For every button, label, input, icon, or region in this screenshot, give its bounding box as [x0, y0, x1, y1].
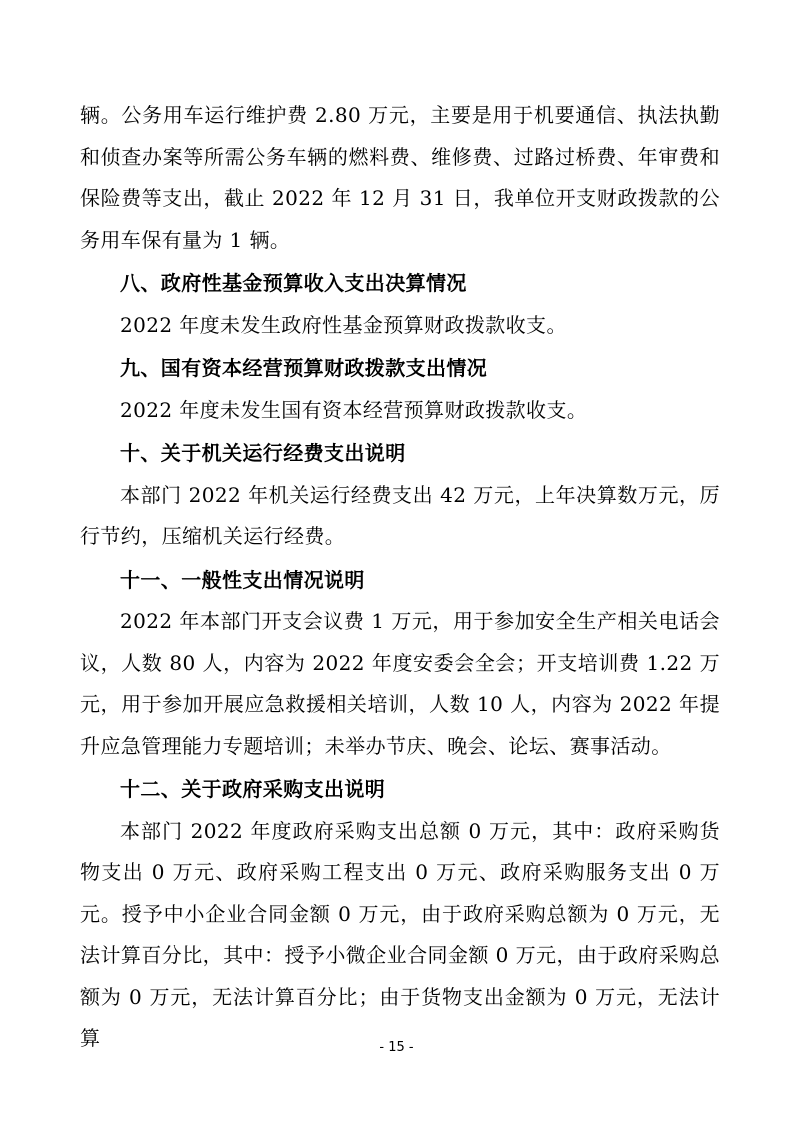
- section-heading-10: 十、关于机关运行经费支出说明: [120, 441, 406, 465]
- paragraph-procurement: 本部门 2022 年度政府采购支出总额 0 万元，其中：政府采购货物支出 0 万元、政府采购工程支出 0 万元、政府采购服务支出 0 万元。授予中小企业合同金额 0 万元，由于政府采购总额为 0 万元，无法计算百分比，其中：授予小微企业合同金额 0 万元，由于政府采购总额为 0 万元，无法计算百分比；由于货物支出金额为 0 万元，无法计算: [80, 818, 720, 1050]
- paragraph-general-expenses: 2022 年本部门开支会议费 1 万元，用于参加安全生产相关电话会议，人数 80 人，内容为 2022 年度安委会全会；开支培训费 1.22 万元，用于参加开展应急救援相关培训，人数 10 人，内容为 2022 年提升应急管理能力专题培训；未举办节庆、晚会、论坛、赛事活动。: [80, 609, 720, 758]
- paragraph-fund-budget: 2022 年度未发生政府性基金预算财政拨款收支。: [120, 312, 567, 337]
- section-heading-8: 八、政府性基金预算收入支出决算情况: [120, 271, 467, 295]
- paragraph-operating-expenses: 本部门 2022 年机关运行经费支出 42 万元，上年决算数万元，厉行节约，压缩机关运行经费。: [80, 482, 720, 548]
- paragraph-state-capital: 2022 年度未发生国有资本经营预算财政拨款收支。: [120, 397, 588, 422]
- page-number: - 15 -: [379, 1040, 414, 1055]
- paragraph-vehicle-maintenance: 辆。公务用车运行维护费 2.80 万元，主要是用于机要通信、执法执勤和侦查办案等所需公务车辆的燃料费、维修费、过路过桥费、年审费和保险费等支出，截止 2022 年 12 月 31 日，我单位开支财政拨款的公务用车保有量为 1 辆。: [80, 103, 720, 252]
- section-heading-11: 十一、一般性支出情况说明: [120, 567, 365, 592]
- section-heading-12: 十二、关于政府采购支出说明: [120, 777, 386, 801]
- section-heading-9: 九、国有资本经营预算财政拨款支出情况: [120, 356, 488, 380]
- document-body: [80, 95, 720, 1060]
